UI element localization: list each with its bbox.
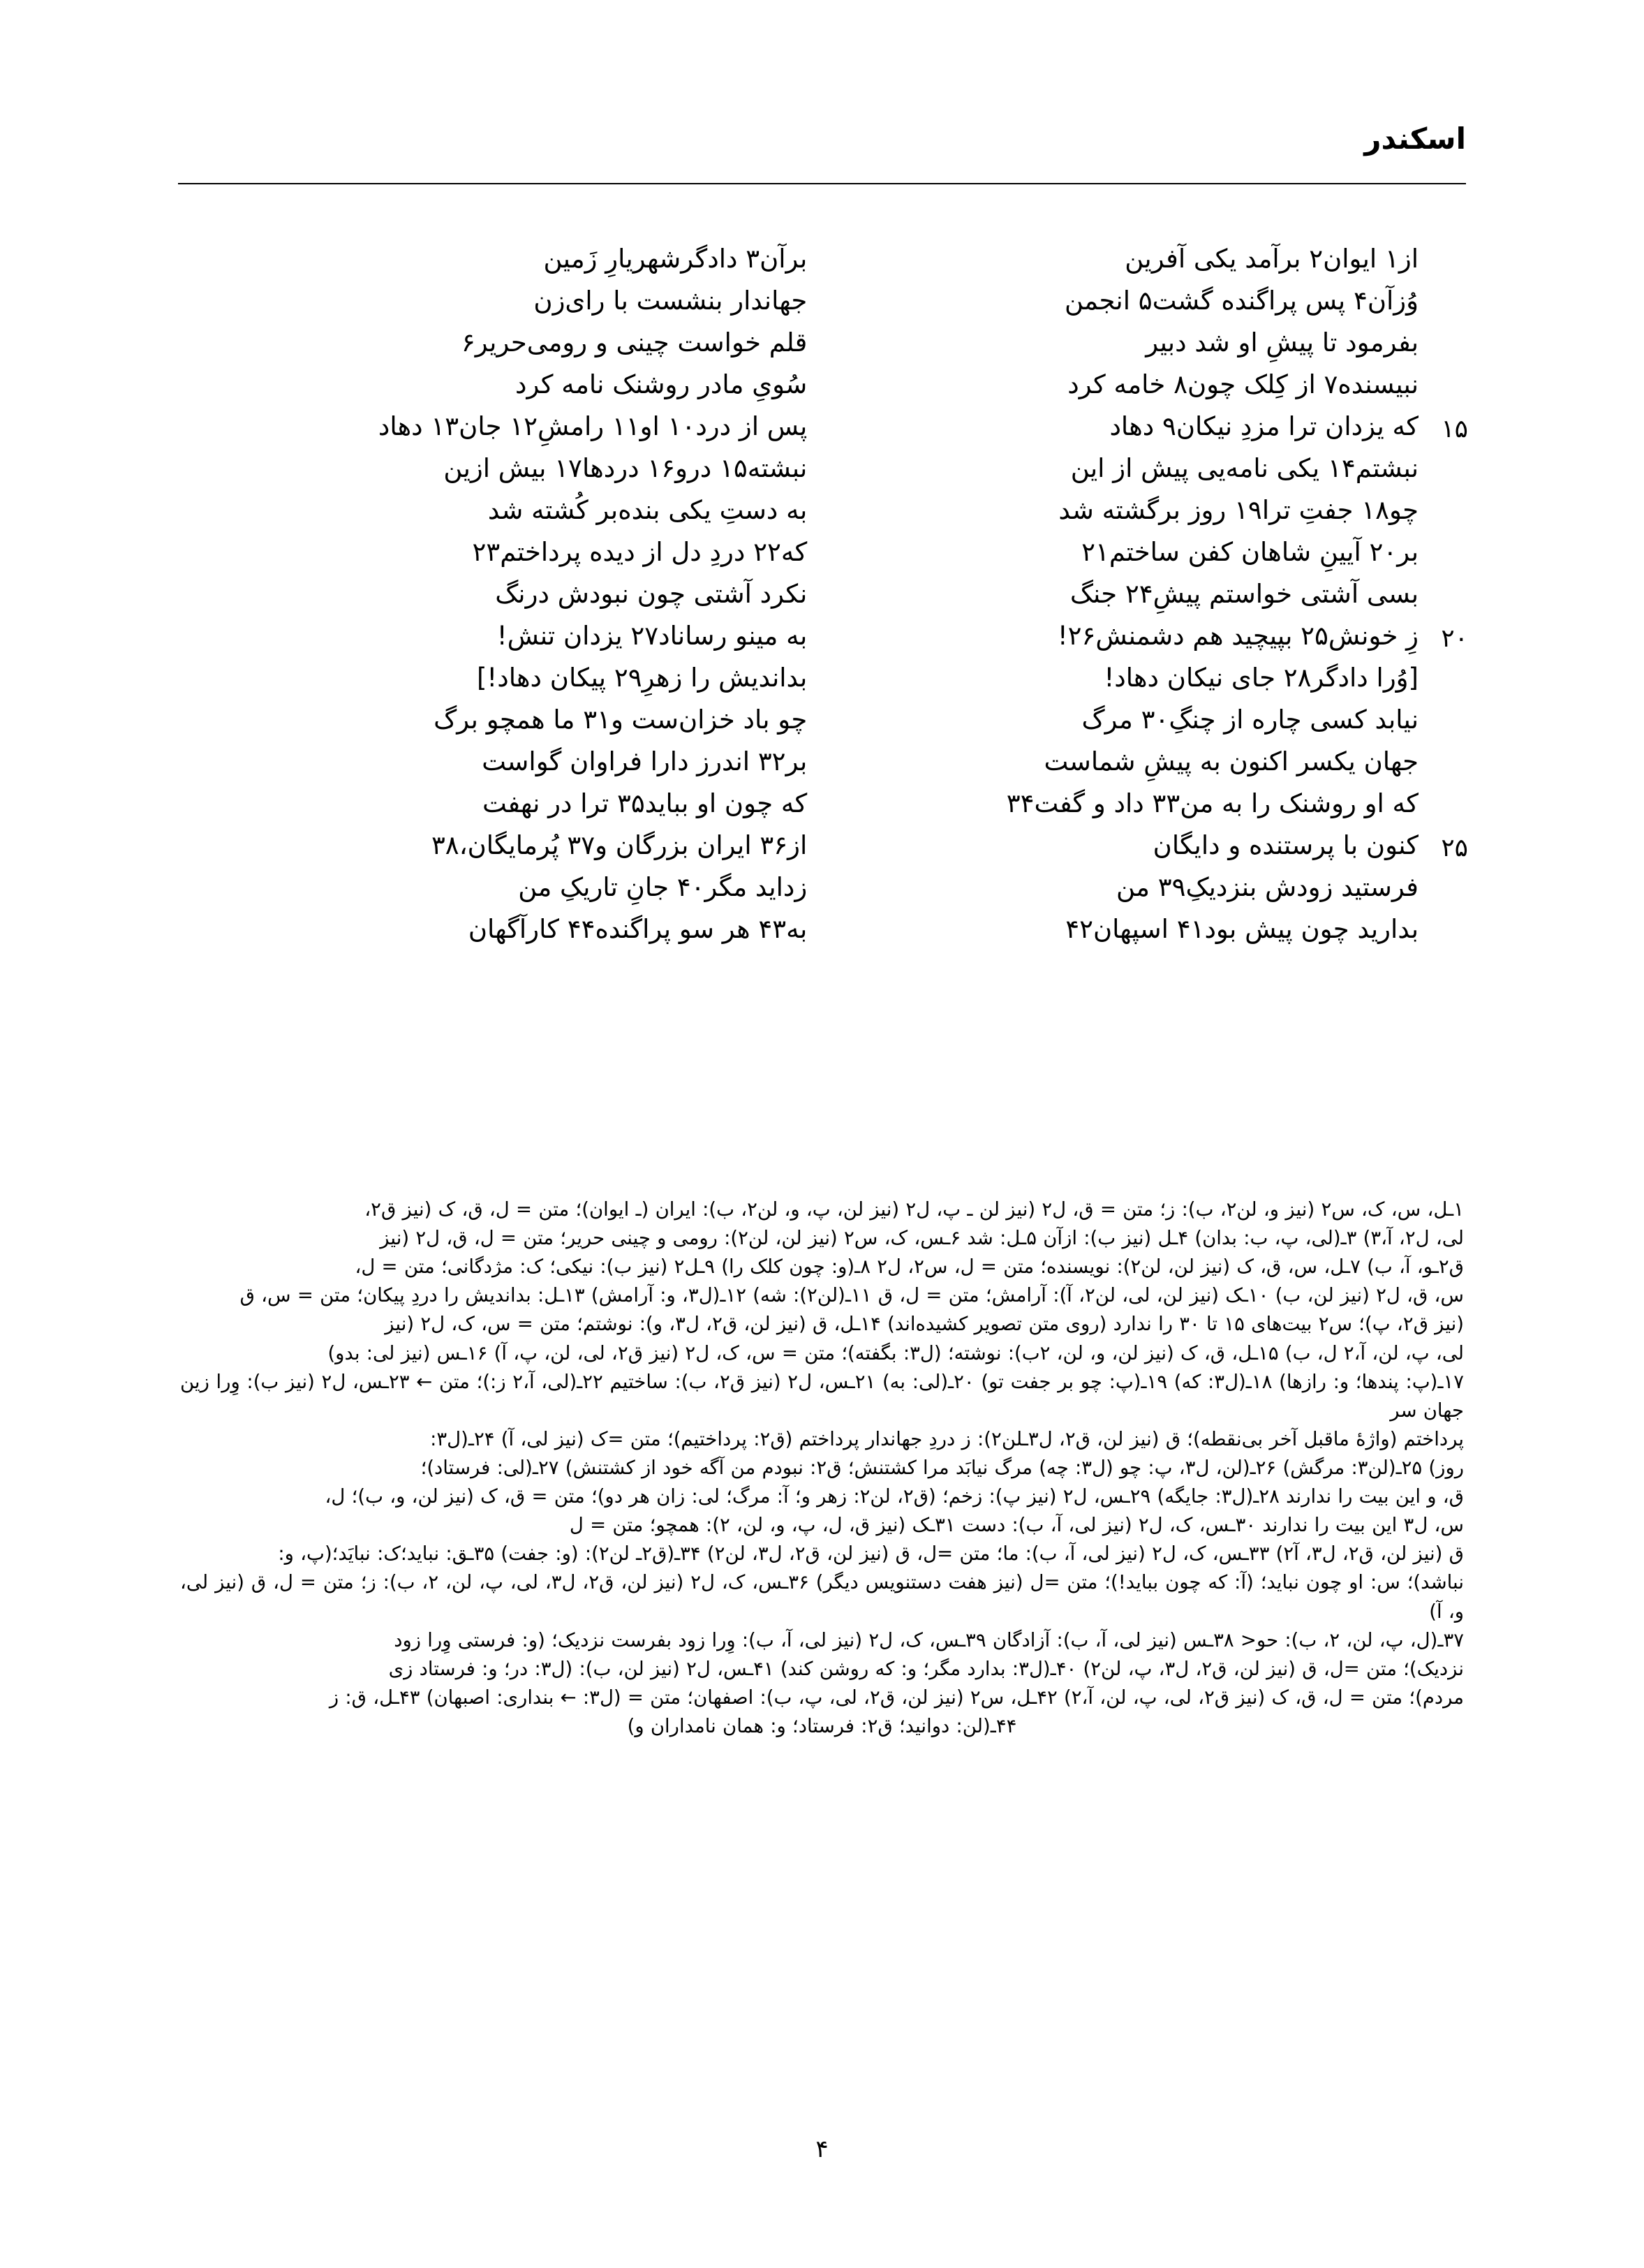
hemistich-left: چو باد خزان‌ست و۳۱ ما همچو برگ xyxy=(434,705,808,735)
apparatus-line: لی، پ، لن، آ،۲ ل، ب) ۱۵ـل، ق، ک (نیز لن، و، لن، ۲ب): نوشته؛ (ل۳: بگفته)؛ متن = س، ک، ل۲ (نیز ق۲، لی، لن، پ، آ) ۱۶ـس (نیز لی: بدو) xyxy=(327,1341,1464,1364)
critical-apparatus xyxy=(180,1195,1464,1741)
apparatus-line: ق، و این بیت را ندارند ۲۸ـ(ل۳: جایگه) ۲۹ـس، ل۲ (نیز پ): زخم؛ (ق۲، لن۲: زهر و؛ آ: مرگ؛ لی: زان هر دو)؛ متن = ق، ک (نیز لن، و، ب)؛ ل، xyxy=(325,1485,1464,1508)
hemistich-right: بدارید چون پیش بود۴۱ اسپهان۴۲ xyxy=(1065,914,1419,944)
hemistich-left: نبشته۱۵ درو۱۶ دردها۱۷ بیش ازین xyxy=(443,453,808,483)
hemistich-left: به مینو رساناد۲۷ یزدان تنش! xyxy=(496,621,808,651)
hemistich-right: از۱ ایوان۲ برآمد یکی آفرین xyxy=(1125,244,1419,274)
apparatus-line: س، ق، ل۲ (نیز لن، ب) ۱۰ـک (نیز لن، لی، لن۲، آ): آرامش؛ متن = ل، ق ۱۱ـ(لن۲): شه) ۱۲ـ(ل۳، و: آرامش) ۱۳ـل: بداندیش را دردِ پیکان؛ متن = س، ق xyxy=(239,1284,1464,1307)
apparatus-line: ۴۴ـ(لن: دوانید؛ ق۲: فرستاد؛ و: همان نامداران و) xyxy=(627,1714,1017,1737)
verse-row xyxy=(178,497,1466,539)
hemistich-left: قلم خواست چینی و رومی‌حریر۶ xyxy=(461,327,808,358)
running-head xyxy=(178,124,1466,187)
hemistich-left: به۴۳ هر سو پراگنده۴۴ کارآگهان xyxy=(468,914,808,944)
hemistich-right: زِ خونش۲۵ بپیچید هم دشمنش۲۶! xyxy=(1057,621,1419,651)
hemistich-right: کنون با پرستنده و دایگان xyxy=(1153,830,1419,860)
apparatus-line: س، ل۳ این بیت را ندارند ۳۰ـس، ک، ل۲ (نیز لی، آ، ب): دست ۳۱ـک (نیز ق، ل، پ، و، لن، ۲): همچو؛ متن = ل xyxy=(569,1514,1464,1537)
hemistich-right: بفرمود تا پیشِ او شد دبیر xyxy=(1146,327,1419,358)
hemistich-left: پس از درد۱۰ او۱۱ رامشِ۱۲ جان۱۳ دهاد xyxy=(378,411,808,441)
hemistich-right: که یزدان ترا مزدِ نیکان۹ دهاد xyxy=(1109,411,1419,441)
apparatus-line: نزدیک)؛ متن =ل، ق (نیز لن، ق۲، ل۳، پ، لن۲) ۴۰ـ(ل۳: بدارد مگر؛ و: که روشن کند) ۴۱ـس، ل۲ (نیز لن، ب): (ل۳: در؛ و: فرستاد زی xyxy=(388,1657,1464,1680)
apparatus-line: ۳۷ـ(ل، پ، لن، ۲، ب): حو< ۳۸ـس (نیز لی، آ، ب): آزادگان ۳۹ـس، ک، ل۲ (نیز لی، آ، ب): وِرا زود بفرست نزدیک؛ (و: فرستی وِرا زود xyxy=(394,1628,1464,1651)
apparatus-line: لی، ل۲، آ،۳) ۳ـ(لی، پ، ب: بدان) ۴ـل (نیز ب): ازآن ۵ـل: شد ۶ـس، ک، س۲ (نیز لن، لن۲): رومی و چینی حریر؛ متن = ل، ق، ل۲ (نیز xyxy=(380,1227,1464,1250)
verse-row xyxy=(178,288,1466,330)
hemistich-left: سُویِ مادر روشنک نامه کرد xyxy=(514,369,808,399)
apparatus-line: ق۲ـو، آ، ب) ۷ـل، س، ق، ک (نیز لن، لن۲): نویسنده؛ متن = ل، س۲، ل۲ ۸ـ(و: چون کلک را) ۹ـل۲ (نیز ب): نیکی؛ ک: مژدگانی؛ متن = ل، xyxy=(355,1256,1464,1279)
hemistich-left: جهاندار بنشست با رای‌زن xyxy=(533,286,808,316)
hemistich-left: که۲۲ دردِ دل از دیده پرداختم۲۳ xyxy=(472,537,808,567)
verse-row xyxy=(178,371,1466,413)
hemistich-right: بسی آشتی خواستم پیشِ۲۴ جنگ xyxy=(1069,579,1419,609)
verse-row xyxy=(178,246,1466,288)
apparatus-line: (نیز ق۲، پ)؛ س۲ بیت‌های ۱۵ تا ۳۰ را ندارد (روی متن تصویر کشیده‌اند) ۱۴ـل، ق (نیز لن، ق۲، ل۳، و): نوشتم؛ متن = س، ک، ل۲ (نیز xyxy=(385,1313,1464,1336)
hemistich-right: جهان یکسر اکنون به پیشِ شماست xyxy=(1044,746,1419,776)
hemistich-right: وُزآن۴ پس پراگنده گشت۵ انجمن xyxy=(1064,286,1419,316)
hemistich-right: چو۱۸ جفتِ ترا۱۹ روز برگشته شد xyxy=(1058,495,1419,525)
hemistich-left: به دستِ یکی بنده‌بر کُشته شد xyxy=(487,495,808,525)
verse-row xyxy=(178,665,1466,707)
apparatus-line: ۱۷ـ(پ: پندها؛ و: رازها) ۱۸ـ(ل۳: که) ۱۹ـ(پ: چو بر جفت تو) ۲۰ـ(لی: به) ۲۱ـس، ل۲ (نیز ق۲، ب): ساختیم ۲۲ـ(لی، آ،۲ ز:)؛ متن ← ۲۳ـس، ل۲ (نیز ب): وِرا زین جهان سر xyxy=(180,1370,1464,1422)
verse-row xyxy=(178,790,1466,832)
hemistich-left: نکرد آشتی چون نبودش درنگ xyxy=(495,579,808,609)
header-divider-rule xyxy=(178,183,1466,184)
verse-row xyxy=(178,623,1466,665)
apparatus-line: ق (نیز لن، ق۲، ل۳، آ۲) ۳۳ـس، ک، ل۲ (نیز لی، آ، ب): ما؛ متن =ل، ق (نیز لن، ق۲، ل۳، لن۲) ۳۴ـ(ق۲ـ لن۲): (و: جفت) ۳۵ـق: نباید؛ک: نبایَد؛(پ، و: xyxy=(278,1542,1464,1566)
hemistich-right: بر۲۰ آیینِ شاهان کفن ساختم۲۱ xyxy=(1081,537,1419,567)
hemistich-left: بداندیش را زهرِ۲۹ پیکان دهاد!] xyxy=(477,663,808,693)
hemistich-left: از۳۶ ایران بزرگان و۳۷ پُرمایگان،۳۸ xyxy=(431,830,808,860)
hemistich-right: نبشتم۱۴ یکی نامه‌یی پیش از این xyxy=(1070,453,1419,483)
verse-row xyxy=(178,916,1466,958)
hemistich-right: [وُرا دادگر۲۸ جای نیکان دهاد! xyxy=(1104,663,1419,693)
verse-row xyxy=(178,832,1466,874)
hemistich-left: برآن۳ دادگرشهریارِ زَمین xyxy=(543,244,808,274)
verse-row xyxy=(178,746,1466,790)
hemistich-left: بر۳۲ اندرز دارا فراوان گواست xyxy=(482,746,808,776)
verse-body xyxy=(178,246,1466,1168)
verse-row xyxy=(178,455,1466,497)
hemistich-right: فرستید زودش بنزدیکِ۳۹ من xyxy=(1116,872,1419,902)
apparatus-line: پرداختم (واژهٔ ماقبل آخر بی‌نقطه)؛ ق (نیز لن، ق۲، ل۳ـلن۲): ز دردِ جهاندار پرداختم (ق۲: پرداختیم)؛ متن =ک (نیز لی، آ) ۲۴ـ(ل۳: xyxy=(430,1427,1464,1450)
apparatus-line: نباشد)؛ س: او چون نباید؛ (آ: که چون بباید!)؛ متن =ل (نیز هفت دستنویس دیگر) ۳۶ـس، ک، ل۲ (نیز لن، ق۲، ل۳، لی، پ، لن، ۲، ب): ز؛ متن = ل، ق (نیز لی، و، آ) xyxy=(180,1571,1464,1623)
page-title: اسکندر xyxy=(1364,122,1466,156)
hemistich-right: که او روشنک را به من۳۳ داد و گفت۳۴ xyxy=(1006,788,1419,818)
verse-row xyxy=(178,581,1466,623)
apparatus-line: ۱ـل، س، ک، س۲ (نیز و، لن۲، ب): ز؛ متن = ق، ل۲ (نیز لن ـ پ، ل۲ (نیز لن، پ، و، لن۲، ب): ایران (ـ ایوان)؛ متن = ل، ق، ک (نیز ق۲، xyxy=(364,1198,1464,1221)
apparatus-line: مردم)؛ متن = ل، ق، ک (نیز ق۲، لی، پ، لن، آ،۲) ۴۲ـل، س۲ (نیز لن، ق۲، لی، پ، ب): اصفهان؛ متن = (ل۳: ← بنداری: اصبهان) ۴۳ـل، ق: ز xyxy=(329,1686,1464,1709)
apparatus-line: روز) ۲۵ـ(لن۳: مرگش) ۲۶ـ(لن، ل۳، پ: چو (ل۳: چه) مرگ نیابَد مرا کشتنش؛ ق۲: نبودم من آگه خود از کشتنش) ۲۷ـ(لی: فرستاد)؛ xyxy=(420,1456,1464,1479)
line-number-marker: ۱۵ xyxy=(1441,415,1468,443)
verse-row xyxy=(178,874,1466,916)
folio-number: ۴ xyxy=(815,2135,829,2163)
hemistich-left: زداید مگر۴۰ جانِ تاریکِ من xyxy=(518,872,808,902)
hemistich-right: نبیسنده۷ از کِلک چون۸ خامه کرد xyxy=(1067,369,1419,399)
verse-row xyxy=(178,327,1466,371)
hemistich-left: که چون او بباید۳۵ ترا در نهفت xyxy=(482,788,808,818)
hemistich-right: نیابد کسی چاره از چنگِ۳۰ مرگ xyxy=(1081,705,1419,735)
verse-row xyxy=(178,707,1466,749)
line-number-marker: ۲۰ xyxy=(1441,624,1468,653)
verse-row xyxy=(178,539,1466,581)
line-number-marker: ۲۵ xyxy=(1441,834,1468,862)
verse-row xyxy=(178,413,1466,455)
